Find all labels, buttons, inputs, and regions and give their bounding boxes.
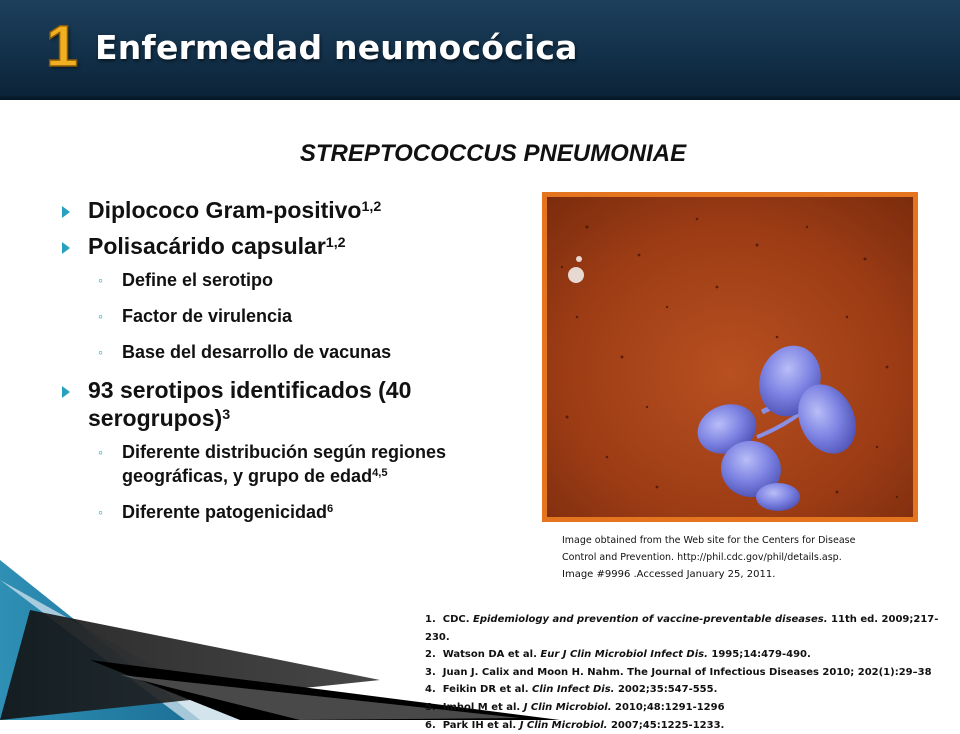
reference-item <box>425 699 955 717</box>
reference-item <box>425 681 955 699</box>
sub-bullet-text: Define el serotipo <box>122 270 274 290</box>
reference-journal: J Clin Microbiol. <box>519 719 608 731</box>
ring-icon: ◦ <box>98 444 103 460</box>
slide-header <box>0 0 960 100</box>
reference-text: Watson DA et al. <box>442 649 541 661</box>
bullet-text: Polisacárido capsular <box>88 233 326 259</box>
reference-journal: Clin Infect Dis. <box>532 684 615 696</box>
sub-bullet-text: Diferente distribución según regiones geográficas, y grupo de edad <box>122 442 447 486</box>
reference-journal: Epidemiology and prevention of vaccine-preventable diseases. <box>473 614 828 625</box>
reference-text: Imhol M et al. <box>442 701 524 713</box>
ring-icon: ◦ <box>98 308 103 324</box>
ring-icon: ◦ <box>98 504 103 520</box>
reference-number: 1. <box>425 614 436 625</box>
sub-bullet-item <box>60 500 510 524</box>
reference-journal: J Clin Microbiol. <box>523 701 612 713</box>
micrograph-illustration <box>547 197 913 517</box>
bullet-text: Diplococo Gram-positivo <box>88 197 362 223</box>
reference-number: 3. <box>425 666 436 678</box>
references-list <box>425 611 955 734</box>
slide-number: 1 <box>46 14 79 79</box>
bullet-list <box>60 196 510 536</box>
reference-text: CDC. <box>442 614 473 625</box>
sub-bullet-item <box>60 440 510 488</box>
caption-line: Control and Prevention. http://phil.cdc.gov/phil/details.asp. <box>562 552 842 563</box>
sub-bullet-text: Factor de virulencia <box>122 306 293 326</box>
citation: 1,2 <box>325 235 346 251</box>
slide-title: Enfermedad neumocócica <box>95 28 578 67</box>
bacteria-micrograph <box>547 197 913 517</box>
reference-number: 2. <box>425 649 436 661</box>
citation: 6 <box>327 503 334 515</box>
bullet-text: 93 serotipos identificados (40 serogrupos) <box>88 377 412 431</box>
reference-text: Juan J. Calix and Moon H. Nahm. The Journal of Infectious Diseases 2010; 202(1):29–38 <box>442 666 932 678</box>
ring-icon: ◦ <box>98 272 103 288</box>
triangle-right-icon <box>62 206 70 218</box>
bullet-item <box>60 196 510 224</box>
reference-item <box>425 646 955 664</box>
micrograph-frame <box>542 192 918 522</box>
caption-line: Image obtained from the Web site for the Centers for Disease <box>562 535 856 546</box>
caption-line: Image #9996 .Accessed January 25, 2011. <box>562 569 776 580</box>
reference-text: Park IH et al. <box>442 719 520 731</box>
triangle-right-icon <box>62 386 70 398</box>
sub-bullet-item <box>60 304 510 328</box>
reference-detail: 11th ed. 2009;217-230. <box>425 614 939 643</box>
reference-item <box>425 717 955 734</box>
reference-number: 6. <box>425 719 436 731</box>
reference-detail: 2010;48:1291-1296 <box>611 701 725 713</box>
slide-subtitle: STREPTOCOCCUS PNEUMONIAE <box>299 140 687 167</box>
reference-item <box>425 611 955 646</box>
image-caption <box>562 532 922 583</box>
reference-number: 5. <box>425 701 436 713</box>
reference-text: Feikin DR et al. <box>442 684 533 696</box>
sub-bullet-text: Diferente patogenicidad <box>122 502 328 522</box>
reference-detail: 1995;14:479-490. <box>707 649 811 661</box>
triangle-right-icon <box>62 242 70 254</box>
citation: 4,5 <box>372 467 388 479</box>
citation: 3 <box>222 407 231 423</box>
sub-bullet-item <box>60 340 510 364</box>
sub-bullet-item <box>60 268 510 292</box>
reference-journal: Eur J Clin Microbiol Infect Dis. <box>540 649 708 661</box>
sub-bullet-text: Base del desarrollo de vacunas <box>122 342 392 362</box>
bullet-item <box>60 232 510 260</box>
reference-detail: 2007;45:1225-1233. <box>607 719 725 731</box>
bullet-item <box>60 376 510 432</box>
ring-icon: ◦ <box>98 344 103 360</box>
reference-item <box>425 664 955 682</box>
reference-number: 4. <box>425 684 436 696</box>
citation: 1,2 <box>361 199 382 215</box>
reference-detail: 2002;35:547-555. <box>614 684 718 696</box>
